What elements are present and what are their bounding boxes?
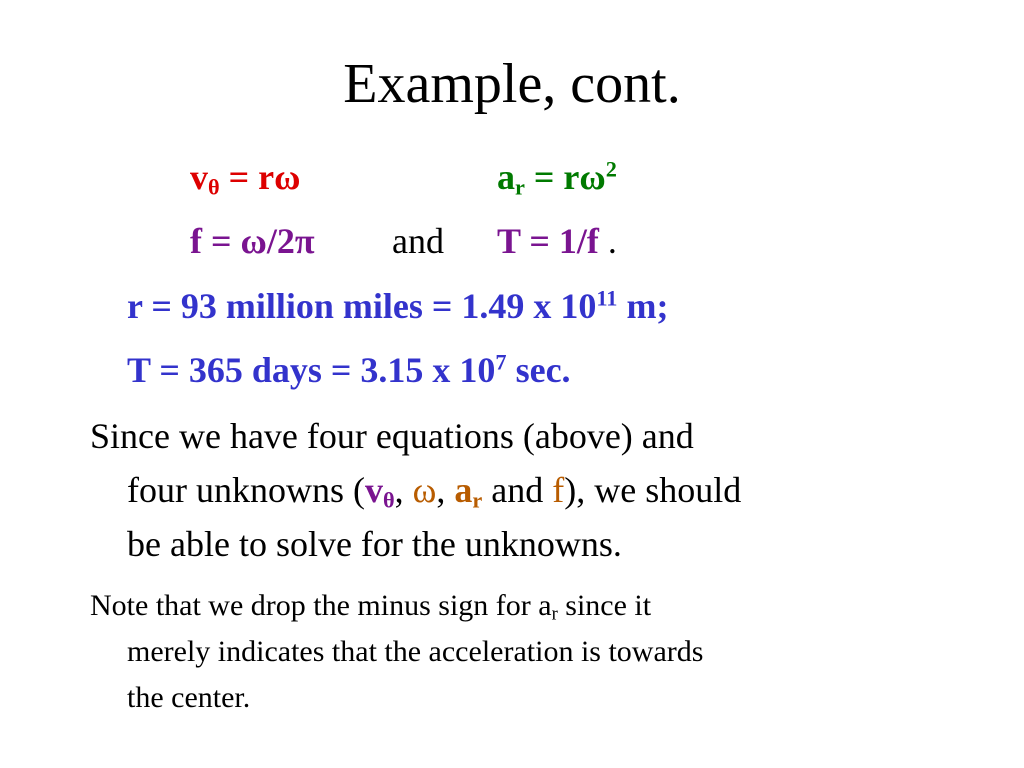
unknown-a xyxy=(454,470,483,513)
square-superscript: 2 xyxy=(605,156,617,182)
acceleration-equation xyxy=(497,156,617,198)
comma-1: , xyxy=(394,470,413,510)
note-line-1 xyxy=(90,584,651,628)
unknown-a-subscript: r xyxy=(472,487,483,513)
unknown-v-symbol: v xyxy=(364,470,383,510)
note-subscript: r xyxy=(551,603,558,625)
paragraph-line-3: be able to solve for the unknowns. xyxy=(127,524,622,564)
slide-title: Example, cont. xyxy=(343,53,681,115)
unknown-v xyxy=(364,470,395,513)
unknown-f: f xyxy=(552,470,565,510)
paragraph-line-2-start: four unknowns ( xyxy=(127,470,365,510)
radius-exponent: 11 xyxy=(596,285,618,311)
note-line-3: the center. xyxy=(127,681,251,714)
period-text: T = 365 days = 3.15 x 10 xyxy=(127,350,496,390)
velocity-equation xyxy=(190,156,300,198)
r-subscript: r xyxy=(515,174,525,200)
radius-text: r = 93 million miles = 1.49 x 10 xyxy=(127,286,597,326)
and-text: and xyxy=(482,470,553,510)
acceleration-rhs: = rω xyxy=(524,157,606,197)
paragraph-line-2-end: ), we should xyxy=(564,470,742,510)
period-exponent: 7 xyxy=(495,349,507,375)
comma-2: , xyxy=(436,470,455,510)
paragraph-line-2 xyxy=(127,464,741,516)
note-end: since it xyxy=(557,589,652,622)
and-word: and xyxy=(392,221,444,261)
period-equation: T = 1/f xyxy=(497,221,599,261)
a-symbol: a xyxy=(497,157,515,197)
unknown-omega: ω xyxy=(412,470,437,510)
radius-unit: m; xyxy=(617,286,669,326)
velocity-rhs: = rω xyxy=(219,157,301,197)
paragraph-line-1: Since we have four equations (above) and xyxy=(90,416,694,456)
v-symbol: v xyxy=(190,157,208,197)
period-equation-wrap xyxy=(497,220,617,262)
period-line xyxy=(127,349,571,391)
unknown-a-symbol: a xyxy=(454,470,473,510)
period-dot: . xyxy=(598,221,617,261)
theta-subscript: θ xyxy=(208,174,220,200)
note-start: Note that we drop the minus sign for a xyxy=(90,589,552,622)
unknown-v-subscript: θ xyxy=(382,487,395,513)
period-unit: sec. xyxy=(506,350,571,390)
note-line-2: merely indicates that the acceleration is towards xyxy=(127,635,704,668)
frequency-equation: f = ω/2π xyxy=(190,221,315,261)
radius-line xyxy=(127,285,668,327)
